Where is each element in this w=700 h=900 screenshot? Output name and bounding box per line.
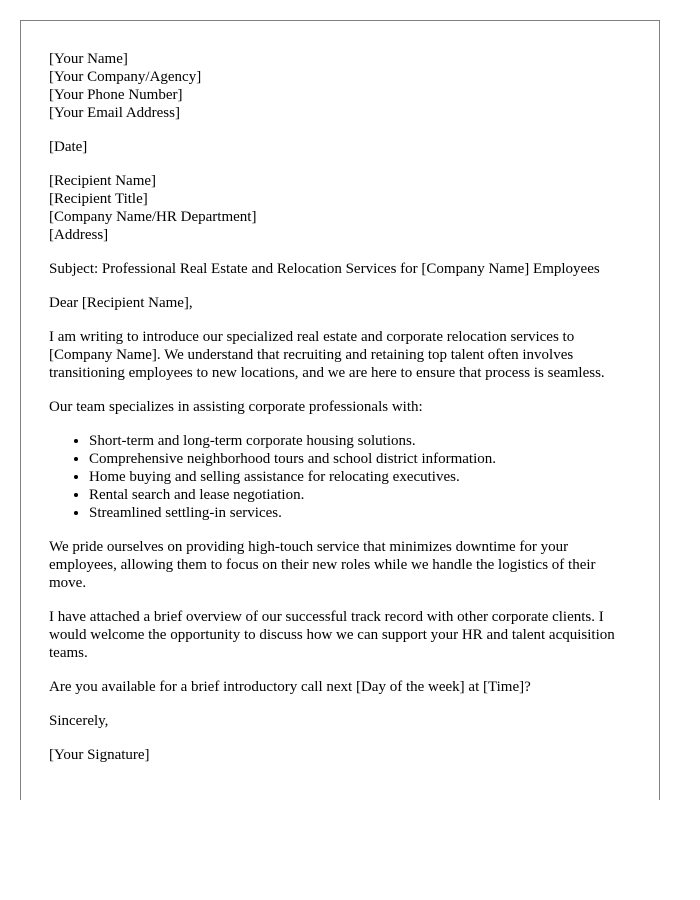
list-item: • Rental search and lease negotiation. (89, 486, 631, 504)
subject-line: Subject: Professional Real Estate and Relocation Services for [Company Name] Employees (49, 261, 600, 277)
list-item: • Comprehensive neighborhood tours and school district information. (89, 450, 631, 468)
question-paragraph: Are you available for a brief introductory call next [Day of the week] at [Time]? (49, 679, 531, 695)
sender-phone: [Your Phone Number] (49, 87, 183, 103)
services-list (49, 432, 631, 522)
pride-paragraph: We pride ourselves on providing high-touch service that minimizes downtime for your employees, allowing them to focus on their new roles while we handle the logistics of their move. (49, 539, 596, 591)
letter-page (20, 20, 660, 800)
sender-name: [Your Name] (49, 51, 128, 67)
salutation: Dear [Recipient Name], (49, 295, 193, 311)
recipient-block (49, 172, 631, 244)
list-item: • Streamlined settling-in services. (89, 504, 631, 522)
recipient-title: [Recipient Title] (49, 191, 148, 207)
list-item: • Short-term and long-term corporate housing solutions. (89, 432, 631, 450)
attached-paragraph: I have attached a brief overview of our successful track record with other corporate clients. I would welcome the opportunity to discuss how we can support your HR and talent acquisition teams. (49, 609, 615, 661)
list-intro: Our team specializes in assisting corporate professionals with: (49, 399, 423, 415)
intro-paragraph: I am writing to introduce our specialized real estate and corporate relocation services to [Company Name]. We understand that recruiting and retaining top talent often involves transitioning employees to new locations, and we are here to ensure that process is seamless. (49, 329, 605, 381)
signature: [Your Signature] (49, 747, 150, 763)
recipient-name: [Recipient Name] (49, 173, 157, 189)
closing: Sincerely, (49, 713, 109, 729)
sender-block (49, 50, 631, 122)
letter-date: [Date] (49, 139, 88, 155)
recipient-address: [Address] (49, 227, 109, 243)
sender-email: [Your Email Address] (49, 105, 180, 121)
sender-company: [Your Company/Agency] (49, 69, 202, 85)
recipient-company: [Company Name/HR Department] (49, 209, 257, 225)
list-item: • Home buying and selling assistance for relocating executives. (89, 468, 631, 486)
